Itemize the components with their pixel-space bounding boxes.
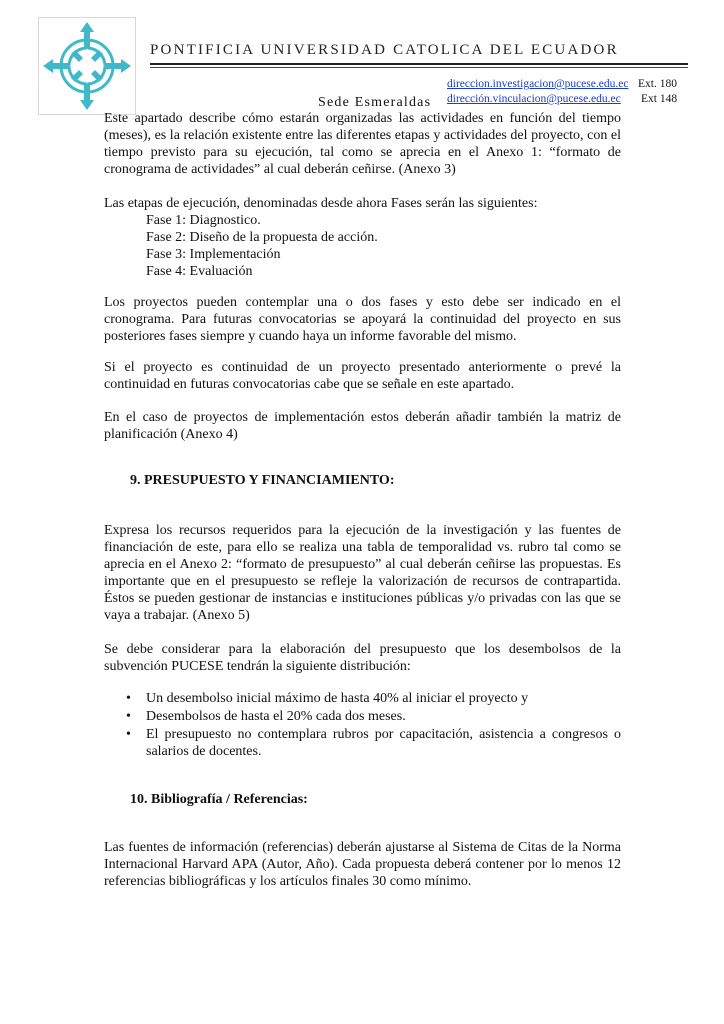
bullet-icon: • <box>126 727 131 742</box>
paragraph-phases-continuity: Los proyectos pueden contemplar una o dos fases y esto debe ser indicado en el cronograma. Para futuras convocatorias se apoyará la continuidad del proyecto en sus posteriores fases siempre y cuando haya un informe favorable del mismo. <box>104 295 621 344</box>
extension-outreach: Ext 148 <box>641 93 678 105</box>
paragraph-schedule: Este apartado describe cómo estarán organizadas las actividades en función del tiempo (meses), es la relación existente entre las diferentes etapas y actividades del proyecto, con el tiempo previsto para su ejecución, tal como se aprecia en el Anexo 1: “formato de cronograma de actividades” al cual deberán ceñirse. (Anexo 3) <box>104 111 621 177</box>
paragraph-references: Las fuentes de información (referencias) deberán ajustarse al Sistema de Citas de la Norma Internacional Harvard APA (Autor, Año). Cada propuesta deberá contener por lo menos 12 referencias bibliográficas y los artículos finales 30 como mínimo. <box>104 840 621 889</box>
email-link-outreach[interactable]: dirección.vinculacion@pucese.edu.ec <box>447 93 621 105</box>
bullet-icon: • <box>126 709 131 724</box>
list-item-text: Un desembolso inicial máximo de hasta 40% al iniciar el proyecto y <box>146 691 529 706</box>
contact-email-outreach[interactable] <box>447 93 621 105</box>
paragraph-budget: Expresa los recursos requeridos para la ejecución de la investigación y las fuentes de financiación de este, para ello se realiza una tabla de temporalidad vs. rubro tal como se aprecia en el Anexo 2: “formato de presupuesto” al cual deberán ceñirse las propuestas. Es importante que en el presupuesto se refleje la valorización de recursos de contrapartida. Éstos se pueden gestionar de instancias e instituciones públicas y/o privadas con las que se vaya a trabajar. (Anexo 5) <box>104 523 621 623</box>
header-rule-thick <box>150 63 688 65</box>
phase-item: Fase 3: Implementación <box>146 247 281 262</box>
bullet-icon: • <box>126 691 131 706</box>
list-item <box>126 726 621 760</box>
phase-item: Fase 1: Diagnostico. <box>146 213 261 228</box>
contact-email-research[interactable] <box>447 78 628 90</box>
list-item-text: Desembolsos de hasta el 20% cada dos meses. <box>146 709 406 724</box>
phase-item: Fase 4: Evaluación <box>146 264 253 279</box>
header-rule-thin <box>150 67 688 68</box>
paragraph-disbursement: Se debe considerar para la elaboración del presupuesto que los desembolsos de la subvención PUCESE tendrán la siguiente distribución: <box>104 642 621 674</box>
extension-research: Ext. 180 <box>638 78 677 90</box>
section-heading-budget: 9. PRESUPUESTO Y FINANCIAMIENTO: <box>130 473 395 488</box>
paragraph-implementation: En el caso de proyectos de implementación estos deberán añadir también la matriz de planificación (Anexo 4) <box>104 410 621 442</box>
cross-emblem-icon <box>39 18 135 114</box>
list-item-text: El presupuesto no contemplara rubros por capacitación, asistencia a congresos o salarios de docentes. <box>146 727 621 759</box>
university-name: PONTIFICIA UNIVERSIDAD CATOLICA DEL ECUADOR <box>150 42 619 58</box>
list-item <box>126 690 621 707</box>
section-heading-bibliography: 10. Bibliografía / Referencias: <box>130 792 308 807</box>
campus-name: Sede Esmeraldas <box>318 95 432 110</box>
university-logo <box>38 17 136 115</box>
paragraph-project-continuity: Si el proyecto es continuidad de un proyecto presentado anteriormente o prevé la continuidad en futuras convocatorias cabe que se señale en este apartado. <box>104 360 621 392</box>
list-item <box>126 708 621 725</box>
paragraph-phases-intro: Las etapas de ejecución, denominadas desde ahora Fases serán las siguientes: <box>104 196 538 211</box>
email-link-research[interactable]: direccion.investigacion@pucese.edu.ec <box>447 78 629 90</box>
phase-item: Fase 2: Diseño de la propuesta de acción. <box>146 230 378 245</box>
